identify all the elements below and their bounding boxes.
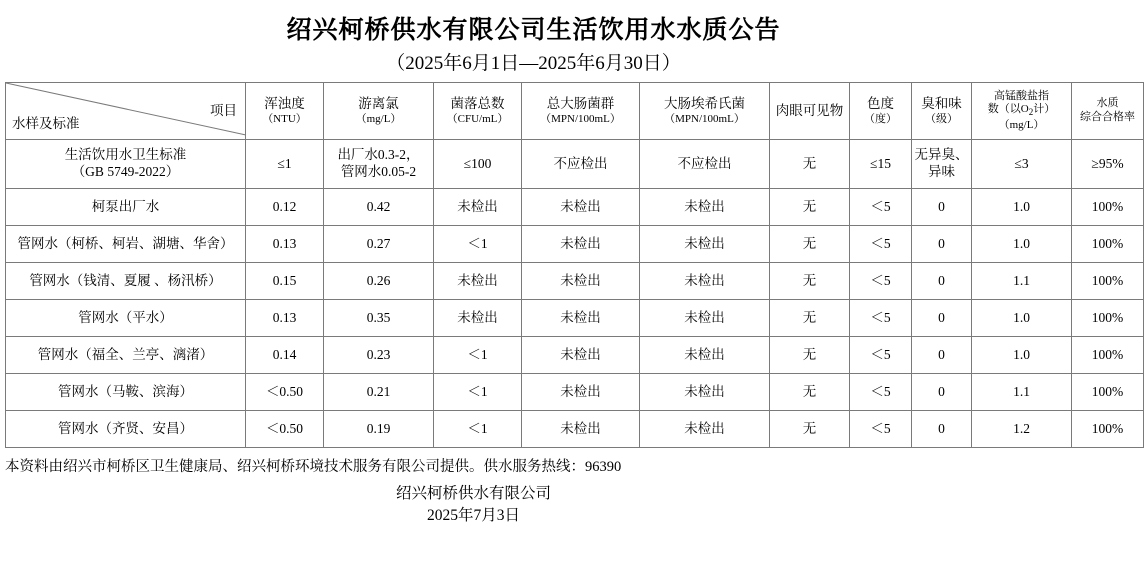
cell-free-chlorine: 0.27	[324, 226, 434, 263]
column-header-name: 肉眼可见物	[775, 102, 844, 118]
cell-ecoli: 未检出	[640, 411, 770, 448]
cell-ecoli: 未检出	[640, 263, 770, 300]
cell-visible-matter: 无	[770, 263, 850, 300]
row-label: 管网水（福全、兰亭、漓渚）	[6, 337, 246, 374]
column-header-unit: （度）	[864, 112, 897, 125]
page-subtitle: （2025年6月1日—2025年6月30日）	[386, 53, 681, 74]
cell-pass-rate: 100%	[1072, 337, 1144, 374]
cell-pass-rate: 100%	[1072, 300, 1144, 337]
cell-turbidity: 0.13	[246, 300, 324, 337]
cell-permanganate-index: 1.1	[972, 263, 1072, 300]
footer-note: 本资料由绍兴市柯桥区卫生健康局、绍兴柯桥环境技术服务有限公司提供。供水服务热线：96390	[5, 459, 622, 475]
cell-ecoli: 未检出	[640, 337, 770, 374]
column-header-unit: （MPN/100mL）	[540, 112, 621, 125]
cell-pass-rate: 100%	[1072, 411, 1144, 448]
cell-standard-odor-taste: 无异臭、 异味	[912, 140, 972, 189]
column-header-pass-rate	[1072, 83, 1144, 140]
cell-total-coliform: 未检出	[522, 189, 640, 226]
cell-pass-rate: 100%	[1072, 374, 1144, 411]
table-corner-cell	[6, 83, 246, 140]
cell-standard-total-bacteria: ≤100	[434, 140, 522, 189]
column-header-visible-matter	[770, 83, 850, 140]
cell-permanganate-index: 1.0	[972, 337, 1072, 374]
cell-free-chlorine: 0.26	[324, 263, 434, 300]
cell-standard-ecoli: 不应检出	[640, 140, 770, 189]
row-label: 管网水（钱清、夏履 、杨汛桥）	[6, 263, 246, 300]
column-header-free-chlorine	[324, 83, 434, 140]
column-header-unit: （级）	[925, 112, 958, 125]
cell-standard-total-coliform: 不应检出	[522, 140, 640, 189]
column-header-unit: （CFU/mL）	[446, 112, 509, 125]
cell-pass-rate: 100%	[1072, 189, 1144, 226]
cell-chroma: ＜5	[850, 263, 912, 300]
column-header-unit: （MPN/100mL）	[664, 112, 745, 125]
cell-pass-rate: 100%	[1072, 226, 1144, 263]
table-row	[6, 374, 1144, 411]
cell-pass-rate: 100%	[1072, 263, 1144, 300]
cell-visible-matter: 无	[770, 411, 850, 448]
cell-ecoli: 未检出	[640, 189, 770, 226]
cell-chroma: ＜5	[850, 374, 912, 411]
cell-total-bacteria: ＜1	[434, 411, 522, 448]
table-row	[6, 189, 1144, 226]
cell-free-chlorine: 0.35	[324, 300, 434, 337]
column-header-name: 色度	[867, 95, 894, 111]
column-header-ecoli	[640, 83, 770, 140]
cell-odor-taste: 0	[912, 263, 972, 300]
column-header-chroma	[850, 83, 912, 140]
cell-total-bacteria: ＜1	[434, 374, 522, 411]
cell-ecoli: 未检出	[640, 226, 770, 263]
table-row	[6, 411, 1144, 448]
cell-standard-chroma: ≤15	[850, 140, 912, 189]
column-header-total-coliform	[522, 83, 640, 140]
cell-standard-permanganate-index: ≤3	[972, 140, 1072, 189]
column-header-name: 臭和味	[921, 95, 962, 111]
column-header-name: 总大肠菌群	[546, 95, 615, 111]
corner-row-label: 水样及标准	[12, 116, 80, 132]
cell-turbidity: 0.14	[246, 337, 324, 374]
cell-odor-taste: 0	[912, 374, 972, 411]
column-header-name: 水质 综合合格率	[1080, 97, 1135, 123]
row-label: 柯泵出厂水	[6, 189, 246, 226]
page-title: 绍兴柯桥供水有限公司生活饮用水水质公告	[286, 17, 781, 44]
cell-standard-free-chlorine: 出厂水0.3-2， 管网水0.05-2	[324, 140, 434, 189]
cell-chroma: ＜5	[850, 337, 912, 374]
row-label: 管网水（柯桥、柯岩、湖塘、华舍）	[6, 226, 246, 263]
cell-visible-matter: 无	[770, 374, 850, 411]
cell-total-coliform: 未检出	[522, 226, 640, 263]
cell-free-chlorine: 0.23	[324, 337, 434, 374]
cell-permanganate-index: 1.0	[972, 189, 1072, 226]
cell-odor-taste: 0	[912, 300, 972, 337]
row-label-line1: 生活饮用水卫生标准	[64, 147, 187, 163]
column-header-turbidity	[246, 83, 324, 140]
cell-chroma: ＜5	[850, 226, 912, 263]
table-row	[6, 263, 1144, 300]
cell-standard-pass-rate: ≥95%	[1072, 140, 1144, 189]
cell-free-chlorine: 0.19	[324, 411, 434, 448]
column-header-permanganate-index	[972, 83, 1072, 140]
cell-permanganate-index: 1.0	[972, 226, 1072, 263]
row-label: 管网水（平水）	[6, 300, 246, 337]
cell-turbidity: 0.12	[246, 189, 324, 226]
column-header-name: 菌落总数	[450, 95, 505, 111]
cell-visible-matter: 无	[770, 337, 850, 374]
column-header-name: 大肠埃希氏菌	[664, 95, 745, 111]
column-header-name: 浑浊度	[264, 95, 305, 111]
cell-odor-taste: 0	[912, 189, 972, 226]
cell-ecoli: 未检出	[640, 374, 770, 411]
cell-total-bacteria: 未检出	[434, 189, 522, 226]
cell-turbidity: 0.13	[246, 226, 324, 263]
cell-free-chlorine: 0.21	[324, 374, 434, 411]
cell-chroma: ＜5	[850, 411, 912, 448]
cell-standard-visible-matter: 无	[770, 140, 850, 189]
cell-odor-taste: 0	[912, 226, 972, 263]
cell-total-coliform: 未检出	[522, 263, 640, 300]
cell-permanganate-index: 1.1	[972, 374, 1072, 411]
cell-odor-taste: 0	[912, 337, 972, 374]
column-header-total-bacteria	[434, 83, 522, 140]
cell-turbidity: ＜0.50	[246, 411, 324, 448]
cell-permanganate-index: 1.2	[972, 411, 1072, 448]
cell-turbidity: 0.15	[246, 263, 324, 300]
cell-total-bacteria: 未检出	[434, 300, 522, 337]
table-row	[6, 226, 1144, 263]
cell-chroma: ＜5	[850, 189, 912, 226]
table-row	[6, 337, 1144, 374]
corner-column-label: 项目	[210, 103, 237, 118]
column-header-odor-taste	[912, 83, 972, 140]
cell-total-bacteria: ＜1	[434, 337, 522, 374]
table-row-standard	[6, 140, 1144, 189]
row-label-line2: （GB 5749-2022）	[71, 164, 180, 179]
cell-total-coliform: 未检出	[522, 337, 640, 374]
cell-total-coliform: 未检出	[522, 411, 640, 448]
column-header-unit: （mg/L）	[998, 118, 1045, 131]
cell-total-bacteria: 未检出	[434, 263, 522, 300]
cell-turbidity: ＜0.50	[246, 374, 324, 411]
cell-odor-taste: 0	[912, 411, 972, 448]
cell-chroma: ＜5	[850, 300, 912, 337]
cell-total-coliform: 未检出	[522, 374, 640, 411]
cell-total-bacteria: ＜1	[434, 226, 522, 263]
row-label-standard	[6, 140, 246, 189]
signature-block	[0, 483, 1067, 528]
cell-total-coliform: 未检出	[522, 300, 640, 337]
cell-free-chlorine: 0.42	[324, 189, 434, 226]
cell-visible-matter: 无	[770, 300, 850, 337]
row-label: 管网水（齐贤、安昌）	[6, 411, 246, 448]
column-header-unit: （NTU）	[262, 112, 307, 125]
row-label: 管网水（马鞍、滨海）	[6, 374, 246, 411]
cell-visible-matter: 无	[770, 189, 850, 226]
signature-date: 2025年7月3日	[426, 507, 520, 525]
table-header-row	[6, 83, 1144, 140]
table-row	[6, 300, 1144, 337]
column-header-unit: （mg/L）	[355, 112, 402, 125]
cell-ecoli: 未检出	[640, 300, 770, 337]
cell-permanganate-index: 1.0	[972, 300, 1072, 337]
column-header-name: 高锰酸盐指 数（以$O_2$计）	[987, 89, 1056, 118]
table-body	[6, 140, 1144, 448]
water-quality-table	[5, 82, 1144, 448]
signature-company: 绍兴柯桥供水有限公司	[395, 485, 551, 502]
cell-standard-turbidity: ≤1	[246, 140, 324, 189]
column-header-name: 游离氯	[358, 95, 399, 111]
cell-visible-matter: 无	[770, 226, 850, 263]
